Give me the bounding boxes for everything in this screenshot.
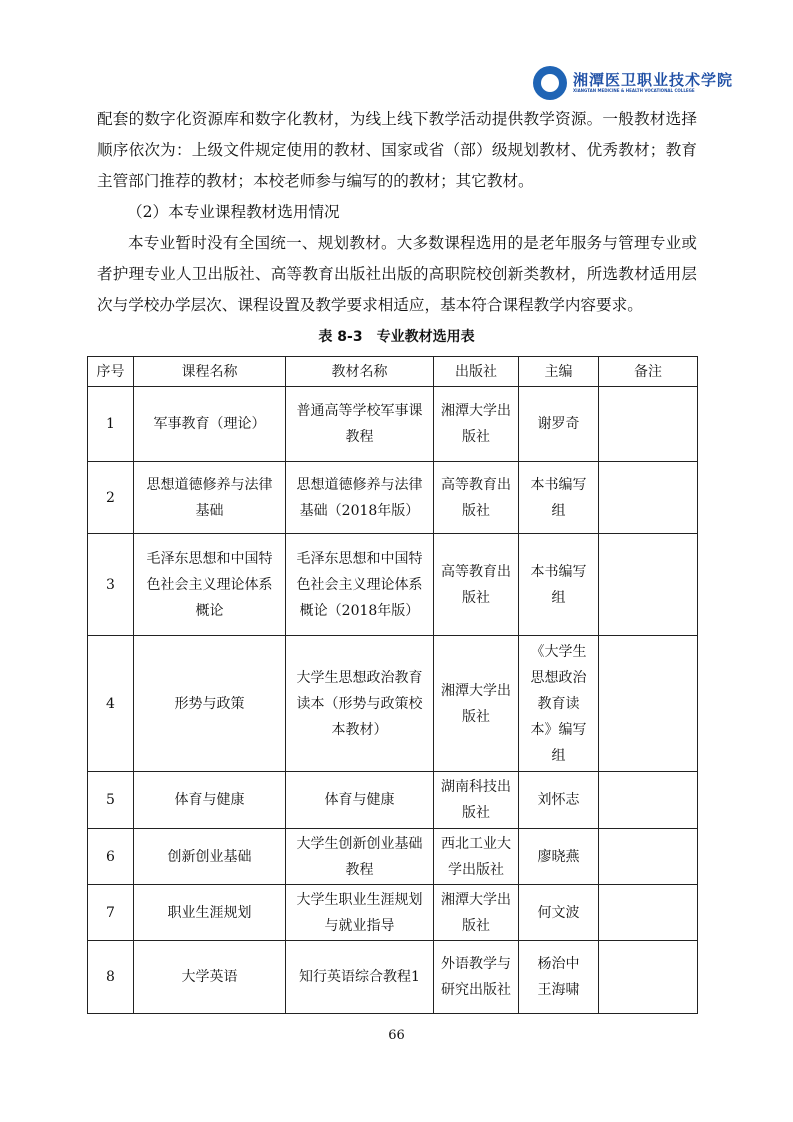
table-cell — [599, 885, 698, 941]
page-number: 66 — [388, 1028, 405, 1043]
table-cell: 知行英语综合教程1 — [286, 941, 434, 1014]
table-cell: 本书编写组 — [519, 534, 599, 636]
table-cell: 创新创业基础 — [134, 829, 286, 885]
table-row — [88, 941, 698, 1014]
table-row — [88, 772, 698, 829]
table-cell: 大学生创新创业基础教程 — [286, 829, 434, 885]
table-cell: 毛泽东思想和中国特色社会主义理论体系概论 — [134, 534, 286, 636]
table-cell: 湘潭大学出版社 — [434, 636, 519, 772]
table-row — [88, 462, 698, 534]
table-cell — [599, 534, 698, 636]
table-cell: 湘潭大学出版社 — [434, 387, 519, 462]
college-seal-icon — [533, 66, 567, 100]
table-cell: 8 — [88, 941, 134, 1014]
table-cell: 西北工业大学出版社 — [434, 829, 519, 885]
table-cell: 本书编写组 — [519, 462, 599, 534]
table-cell: 2 — [88, 462, 134, 534]
table-row — [88, 885, 698, 941]
paragraph-2: 本专业暂时没有全国统一、规划教材。大多数课程选用的是老年服务与管理专业或者护理专业人卫出版社、高等教育出版社出版的高职院校创新类教材，所选教材适用层次与学校办学层次、课程设置及教学要求相适应，基本符合课程教学内容要求。 — [97, 234, 697, 314]
table-row — [88, 534, 698, 636]
table-header-row — [88, 357, 698, 387]
column-header: 教材名称 — [286, 357, 434, 387]
table-cell: 6 — [88, 829, 134, 885]
table-cell: 体育与健康 — [286, 772, 434, 829]
section-heading: （2）本专业课程教材选用情况 — [127, 203, 340, 221]
table-cell: 3 — [88, 534, 134, 636]
table-cell: 《大学生思想政治教育读本》编写组 — [519, 636, 599, 772]
table-cell — [599, 387, 698, 462]
college-logo — [533, 66, 733, 100]
table-cell: 4 — [88, 636, 134, 772]
table-cell: 高等教育出版社 — [434, 462, 519, 534]
table-cell: 外语教学与研究出版社 — [434, 941, 519, 1014]
table-cell — [599, 772, 698, 829]
textbook-table — [87, 356, 698, 1014]
table-cell — [599, 462, 698, 534]
table-cell: 职业生涯规划 — [134, 885, 286, 941]
table-cell: 1 — [88, 387, 134, 462]
table-cell: 思想道德修养与法律基础 — [134, 462, 286, 534]
column-header: 主编 — [519, 357, 599, 387]
table-cell: 刘怀志 — [519, 772, 599, 829]
table-cell: 大学生思想政治教育读本（形势与政策校本教材） — [286, 636, 434, 772]
table-row — [88, 636, 698, 772]
table-row — [88, 387, 698, 462]
table-cell — [599, 941, 698, 1014]
table-cell: 思想道德修养与法律基础（2018年版） — [286, 462, 434, 534]
table-caption: 表 8-3 专业教材选用表 — [318, 329, 475, 345]
table-cell: 7 — [88, 885, 134, 941]
table-row — [88, 829, 698, 885]
table-cell: 大学生职业生涯规划与就业指导 — [286, 885, 434, 941]
table-cell: 毛泽东思想和中国特色社会主义理论体系概论（2018年版） — [286, 534, 434, 636]
column-header: 课程名称 — [134, 357, 286, 387]
table-cell: 何文波 — [519, 885, 599, 941]
column-header: 备注 — [599, 357, 698, 387]
table-cell: 形势与政策 — [134, 636, 286, 772]
table-cell: 普通高等学校军事课教程 — [286, 387, 434, 462]
table-cell: 大学英语 — [134, 941, 286, 1014]
paragraph-1: 配套的数字化资源库和数字化教材，为线上线下教学活动提供教学资源。一般教材选择顺序依次为：上级文件规定使用的教材、国家或省（部）级规划教材、优秀教材；教育主管部门推荐的教材；本校老师参与编写的的教材；其它教材。 — [97, 110, 697, 190]
table-cell — [599, 636, 698, 772]
table-cell: 杨治中 王海啸 — [519, 941, 599, 1014]
logo-subtext: XIANGTAN MEDICINE & HEALTH VOCATIONAL COLLEGE — [573, 88, 695, 93]
column-header: 序号 — [88, 357, 134, 387]
table-cell: 5 — [88, 772, 134, 829]
table-cell: 高等教育出版社 — [434, 534, 519, 636]
table-cell: 谢罗奇 — [519, 387, 599, 462]
table-cell: 体育与健康 — [134, 772, 286, 829]
logo-text: 湘潭医卫职业技术学院 — [573, 71, 734, 89]
table-cell — [599, 829, 698, 885]
table-cell: 廖晓燕 — [519, 829, 599, 885]
table-cell: 军事教育（理论） — [134, 387, 286, 462]
table-cell: 湖南科技出版社 — [434, 772, 519, 829]
table-cell: 湘潭大学出版社 — [434, 885, 519, 941]
column-header: 出版社 — [434, 357, 519, 387]
